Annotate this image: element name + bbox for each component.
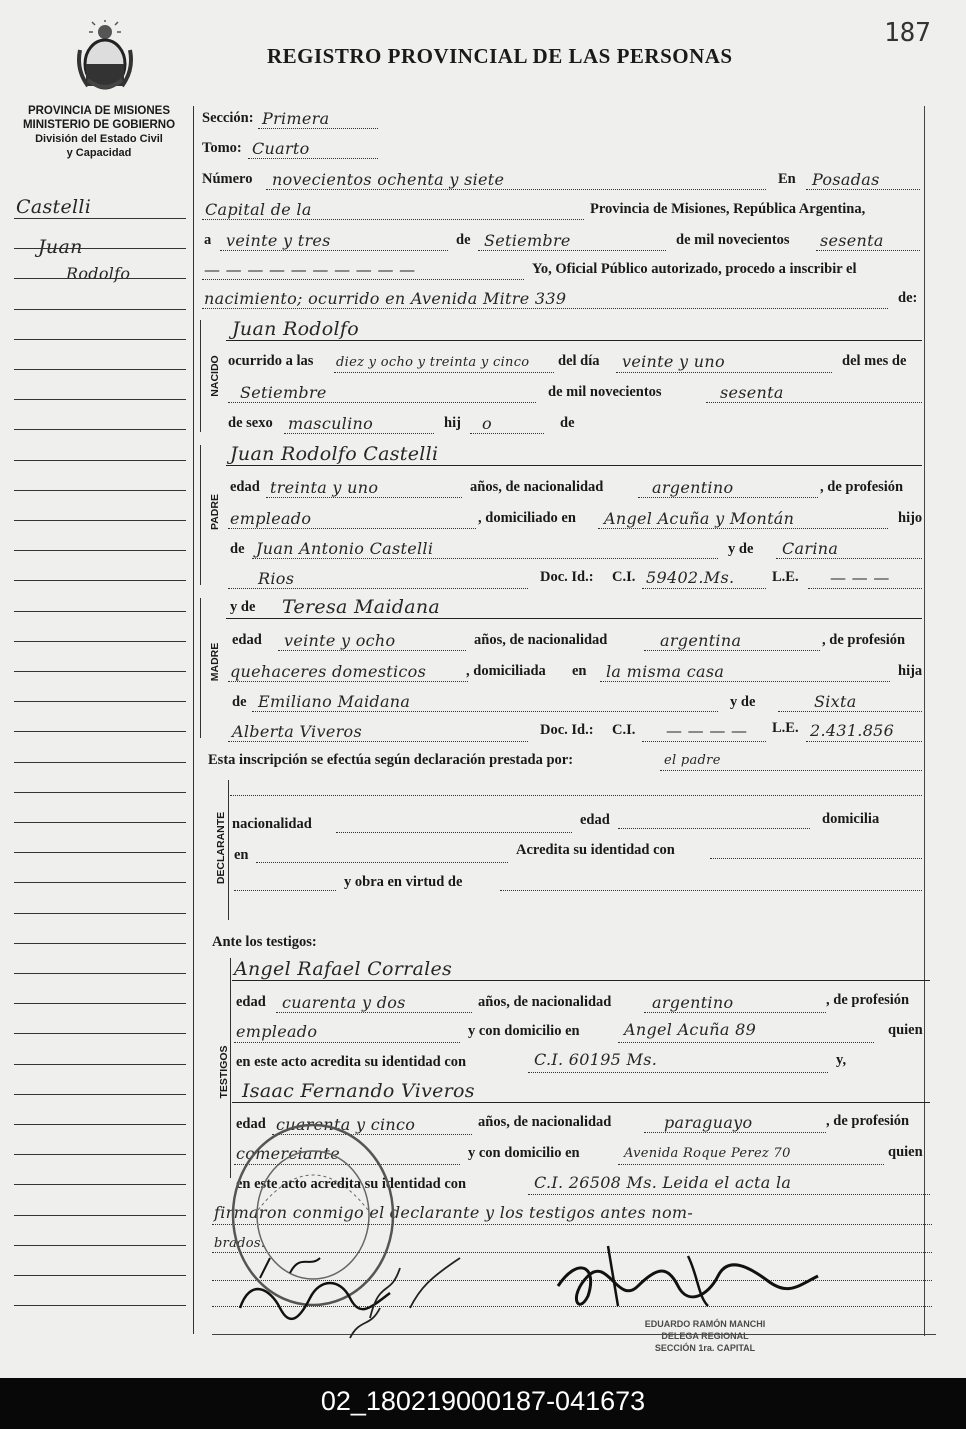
de-label: de bbox=[456, 232, 471, 248]
testigo1-ci: C.I. 60195 Ms. bbox=[534, 1050, 658, 1069]
sexo-line bbox=[284, 433, 434, 434]
declarante-tag: DECLARANTE bbox=[215, 811, 227, 885]
declarante-edad-label: edad bbox=[580, 812, 610, 828]
stamp-line-2: DELEGA REGIONAL bbox=[661, 1331, 749, 1341]
margin-line bbox=[14, 1124, 186, 1125]
madre-domicilio-line bbox=[600, 681, 890, 682]
yo-text: Yo, Oficial Público autorizado, procedo a inscribir el bbox=[532, 261, 857, 277]
nacido-mes-line bbox=[228, 402, 536, 403]
madre-madre-de-value: Sixta bbox=[814, 692, 857, 711]
padre-le-value: — — — bbox=[830, 568, 890, 587]
madre-ci-label: C.I. bbox=[612, 722, 636, 738]
margin-line bbox=[14, 550, 186, 551]
tomo-line bbox=[248, 158, 378, 159]
margin-line bbox=[14, 248, 186, 249]
testigo1-nombre-line bbox=[232, 980, 930, 981]
tomo-label: Tomo: bbox=[202, 140, 242, 156]
declaracion-text: Esta inscripción se efectúa según declaración prestada por: bbox=[208, 752, 574, 768]
testigo1-profesion-line bbox=[234, 1042, 460, 1043]
testigo1-nacionalidad: argentino bbox=[652, 993, 734, 1012]
nacido-mes-value: Setiembre bbox=[240, 383, 327, 402]
margin-line bbox=[14, 611, 186, 612]
a-line bbox=[220, 250, 448, 251]
provincia-text: Provincia de Misiones, República Argentina, bbox=[590, 201, 866, 217]
signature-witnesses-icon bbox=[230, 1238, 480, 1358]
margin-line bbox=[14, 701, 186, 702]
signature-officer-icon bbox=[548, 1236, 828, 1326]
madre-y-de-label-2: y de bbox=[730, 694, 756, 710]
anio-line bbox=[816, 250, 920, 251]
madre-profesion-value: quehaceres domesticos bbox=[230, 662, 427, 681]
nacido-anio-line bbox=[706, 402, 922, 403]
margin-line bbox=[14, 460, 186, 461]
ocurrido-label: ocurrido a las bbox=[228, 353, 314, 369]
padre-hijo-label: hijo bbox=[898, 510, 923, 526]
padre-edad-label: edad bbox=[230, 479, 260, 495]
padre-nacionalidad-value: argentino bbox=[652, 478, 734, 497]
testigo1-edad-label: edad bbox=[236, 994, 266, 1010]
testigo1-domicilio-label: y con domicilio en bbox=[468, 1023, 580, 1039]
margin-line bbox=[14, 943, 186, 944]
dia-line bbox=[616, 372, 832, 373]
margin-line bbox=[14, 520, 186, 521]
testigo2-anios-text: años, de nacionalidad bbox=[478, 1114, 612, 1130]
ante-testigos-label: Ante los testigos: bbox=[212, 934, 317, 950]
tomo-value: Cuarto bbox=[252, 139, 310, 158]
margin-surname: Castelli bbox=[16, 196, 92, 218]
sexo-label: de sexo bbox=[228, 415, 273, 431]
madre-hija-label: hija bbox=[898, 663, 923, 679]
hij-line bbox=[470, 433, 544, 434]
form-right-border bbox=[924, 106, 925, 1336]
madre-anios-text: años, de nacionalidad bbox=[474, 632, 608, 648]
testigo2-domicilio-line bbox=[618, 1164, 884, 1165]
margin-line bbox=[14, 399, 186, 400]
testigo2-domicilio-label: y con domicilio en bbox=[468, 1145, 580, 1161]
del-dia-label: del día bbox=[558, 353, 600, 369]
declarante-extra-line bbox=[234, 890, 336, 891]
madre-profesion-line bbox=[228, 681, 468, 682]
testigo2-profesion: comerciante bbox=[236, 1144, 341, 1163]
declarante-acredita-line bbox=[710, 858, 922, 859]
testigo1-edad-value: cuarenta y dos bbox=[282, 993, 406, 1012]
madre-madre-de-value-2: Alberta Viveros bbox=[232, 722, 362, 741]
margin-line bbox=[14, 369, 186, 370]
padre-ci-line bbox=[642, 588, 766, 589]
madre-de-label: de bbox=[232, 694, 247, 710]
officer-stamp bbox=[610, 1318, 800, 1354]
padre-ci-label: C.I. bbox=[612, 569, 636, 585]
padre-domicilio-value: Angel Acuña y Montán bbox=[604, 509, 795, 528]
padre-domiciliado-label: , domiciliado en bbox=[478, 510, 576, 526]
margin-line bbox=[14, 1275, 186, 1276]
margin-line bbox=[14, 429, 186, 430]
margin-line bbox=[14, 641, 186, 642]
a-label: a bbox=[204, 232, 212, 248]
testigo2-nombre: Isaac Fernando Viveros bbox=[242, 1080, 475, 1102]
padre-de-label: de bbox=[230, 541, 245, 557]
margin-line bbox=[14, 973, 186, 974]
margin-line bbox=[14, 218, 186, 219]
declarante-nombre-line bbox=[230, 795, 922, 796]
testigos-tag: TESTIGOS bbox=[218, 1045, 230, 1099]
declarante-nacionalidad-label: nacionalidad bbox=[232, 816, 312, 832]
declarante-en-label: en bbox=[234, 847, 249, 863]
madre-madre-de-line-2 bbox=[228, 741, 528, 742]
declarante-en-line bbox=[256, 862, 508, 863]
madre-ci-line bbox=[642, 741, 766, 742]
page-number: 187 bbox=[884, 18, 931, 48]
agency-line-2: MINISTERIO DE GOBIERNO bbox=[22, 119, 176, 131]
declarante-domicilia-label: domicilia bbox=[822, 811, 880, 827]
padre-doc-label: Doc. Id.: bbox=[540, 569, 594, 585]
acta-line bbox=[202, 308, 888, 309]
testigo2-ci-text: C.I. 26508 Ms. Leida el acta la bbox=[534, 1173, 792, 1192]
hij-label: hij bbox=[444, 415, 461, 431]
numero-value: novecientos ochenta y siete bbox=[272, 170, 505, 189]
seccion-line bbox=[258, 128, 378, 129]
testigo2-acredita-label: en este acto acredita su identidad con bbox=[236, 1176, 467, 1192]
madre-doc-label: Doc. Id.: bbox=[540, 722, 594, 738]
testigo2-profesion-label: , de profesión bbox=[826, 1113, 910, 1129]
margin-line bbox=[14, 1184, 186, 1185]
testigo2-nombre-line bbox=[232, 1102, 930, 1103]
agency-line-1: PROVINCIA DE MISIONES bbox=[27, 105, 171, 117]
declaracion-value: el padre bbox=[664, 753, 721, 768]
madre-edad-line bbox=[278, 650, 466, 651]
dash-line bbox=[202, 279, 524, 280]
margin-line bbox=[14, 762, 186, 763]
padre-tag: PADRE bbox=[209, 494, 221, 530]
testigo1-edad-line bbox=[276, 1012, 472, 1013]
margin-line bbox=[14, 490, 186, 491]
capital-line bbox=[202, 219, 584, 220]
madre-profesion-label: , de profesión bbox=[822, 632, 906, 648]
padre-padre-de-value: Juan Antonio Castelli bbox=[256, 539, 434, 558]
acta-value: nacimiento; ocurrido en Avenida Mitre 339 bbox=[204, 289, 567, 308]
testigo2-nacionalidad: paraguayo bbox=[664, 1113, 753, 1132]
madre-padre-de-line bbox=[252, 711, 718, 712]
padre-nombre: Juan Rodolfo Castelli bbox=[230, 443, 439, 465]
testigo2-ci-line bbox=[528, 1194, 930, 1195]
numero-line bbox=[266, 189, 766, 190]
numero-label: Número bbox=[202, 171, 253, 187]
nacido-nombre: Juan Rodolfo bbox=[232, 318, 359, 340]
madre-edad-value: veinte y ocho bbox=[284, 631, 396, 650]
mil-text: de mil novecientos bbox=[676, 232, 790, 248]
padre-madre-de-line-2 bbox=[228, 588, 528, 589]
nacido-nombre-line bbox=[226, 340, 922, 341]
padre-anios-text: años, de nacionalidad bbox=[470, 479, 604, 495]
stamp-line-3: SECCIÓN 1ra. CAPITAL bbox=[654, 1343, 756, 1353]
testigo2-domicilio: Avenida Roque Perez 70 bbox=[624, 1146, 791, 1161]
agency-header bbox=[12, 104, 186, 160]
madre-ci-value: — — — — bbox=[666, 721, 748, 740]
madre-padre-de-value: Emiliano Maidana bbox=[258, 692, 411, 711]
padre-madre-de-value: Carina bbox=[782, 539, 839, 558]
testigo1-profesion-label: , de profesión bbox=[826, 992, 910, 1008]
padre-padre-de-line bbox=[252, 558, 718, 559]
madre-le-value: 2.431.856 bbox=[810, 721, 895, 740]
nacido-mil-text: de mil novecientos bbox=[548, 384, 662, 400]
margin-line bbox=[14, 731, 186, 732]
padre-profesion-label: , de profesión bbox=[820, 479, 904, 495]
testigo2-nacionalidad-line bbox=[644, 1132, 826, 1133]
testigo1-profesion: empleado bbox=[236, 1022, 318, 1041]
margin-line bbox=[14, 852, 186, 853]
coat-of-arms-icon bbox=[76, 20, 134, 94]
seccion-label: Sección: bbox=[202, 110, 254, 126]
madre-domiciliada-label: , domiciliada bbox=[466, 663, 546, 679]
margin-line bbox=[14, 792, 186, 793]
testigo1-y-label: y, bbox=[836, 1052, 847, 1068]
en-label: En bbox=[778, 171, 796, 187]
testigo1-ci-line bbox=[528, 1072, 828, 1073]
agency-line-4: y Capacidad bbox=[66, 147, 132, 159]
margin-line bbox=[14, 1064, 186, 1065]
hora-value: diez y ocho y treinta y cinco bbox=[336, 355, 530, 370]
margin-line bbox=[14, 913, 186, 914]
padre-nombre-line bbox=[226, 465, 922, 466]
madre-en-label: en bbox=[572, 663, 587, 679]
padre-bracket bbox=[200, 445, 201, 585]
dia-value: veinte y uno bbox=[622, 352, 725, 371]
testigo2-edad-label: edad bbox=[236, 1116, 266, 1132]
mes-value: Setiembre bbox=[484, 231, 571, 250]
madre-y-de-label: y de bbox=[230, 599, 256, 615]
testigo2-edad-value: cuarenta y cinco bbox=[276, 1115, 416, 1134]
padre-profesion-line bbox=[228, 528, 476, 529]
agency-line-3: División del Estado Civil bbox=[35, 133, 163, 145]
file-caption: 02_180219000187-041673 bbox=[0, 1378, 966, 1429]
padre-madre-de-value-2: Rios bbox=[258, 569, 295, 588]
testigo1-nombre: Angel Rafael Corrales bbox=[234, 958, 453, 980]
nacido-tag: NACIDO bbox=[209, 355, 221, 397]
padre-nacionalidad-line bbox=[638, 497, 818, 498]
declaracion-line bbox=[660, 770, 922, 771]
margin-line bbox=[14, 580, 186, 581]
en-value: Posadas bbox=[812, 170, 880, 189]
margin-line bbox=[14, 1305, 186, 1306]
padre-edad-value: treinta y uno bbox=[270, 478, 379, 497]
declarante-nacionalidad-line bbox=[336, 832, 572, 833]
madre-edad-label: edad bbox=[232, 632, 262, 648]
padre-ci-value: 59402.Ms. bbox=[646, 568, 735, 587]
margin-line bbox=[14, 671, 186, 672]
madre-nacionalidad-line bbox=[644, 650, 820, 651]
de-colon: de: bbox=[898, 290, 918, 306]
hora-line bbox=[334, 372, 554, 373]
page-title: REGISTRO PROVINCIAL DE LAS PERSONAS bbox=[267, 44, 733, 68]
declarante-obra-label: y obra en virtud de bbox=[344, 874, 463, 890]
nacido-anio-value: sesenta bbox=[720, 383, 784, 402]
margin-line bbox=[14, 278, 186, 279]
del-mes-label: del mes de bbox=[842, 353, 907, 369]
hij-value: o bbox=[482, 414, 492, 433]
margin-line bbox=[14, 1245, 186, 1246]
seccion-value: Primera bbox=[262, 109, 330, 128]
testigo1-quien-label: quien bbox=[888, 1022, 923, 1038]
madre-tag: MADRE bbox=[209, 642, 221, 682]
madre-nombre-line bbox=[226, 618, 922, 619]
testigo1-domicilio: Angel Acuña 89 bbox=[624, 1020, 757, 1039]
margin-given-name-1: Juan bbox=[38, 236, 83, 258]
a-value: veinte y tres bbox=[226, 231, 331, 250]
margin-line bbox=[14, 1003, 186, 1004]
margin-line bbox=[14, 882, 186, 883]
mes-line bbox=[478, 250, 666, 251]
padre-le-line bbox=[808, 588, 922, 589]
margin-line bbox=[14, 339, 186, 340]
padre-edad-line bbox=[266, 497, 462, 498]
margin-line bbox=[14, 1094, 186, 1095]
testigo2-quien-label: quien bbox=[888, 1144, 923, 1160]
testigo1-domicilio-line bbox=[618, 1042, 874, 1043]
madre-domicilio-value: la misma casa bbox=[606, 662, 725, 681]
madre-le-line bbox=[806, 741, 922, 742]
padre-madre-de-line bbox=[776, 558, 922, 559]
declarante-edad-line bbox=[618, 828, 810, 829]
margin-line bbox=[14, 1215, 186, 1216]
testigo1-anios-text: años, de nacionalidad bbox=[478, 994, 612, 1010]
testigo1-acredita-label: en este acto acredita su identidad con bbox=[236, 1054, 467, 1070]
declarante-bracket bbox=[228, 780, 229, 920]
anio-value: sesenta bbox=[820, 231, 884, 250]
lectura-value: firmaron conmigo el declarante y los testigos antes nom- bbox=[214, 1203, 694, 1222]
margin-line bbox=[14, 309, 186, 310]
lectura-value-2: brados. bbox=[214, 1236, 266, 1251]
nacido-de-label: de bbox=[560, 415, 575, 431]
declarante-obra-line bbox=[500, 890, 922, 891]
capital-value: Capital de la bbox=[205, 200, 312, 219]
madre-madre-de-line bbox=[778, 711, 922, 712]
padre-profesion-value: empleado bbox=[230, 509, 312, 528]
madre-bracket bbox=[200, 598, 201, 738]
declarante-acredita-label: Acredita su identidad con bbox=[516, 842, 675, 858]
madre-nombre: Teresa Maidana bbox=[282, 596, 440, 618]
margin-given-name-2: Rodolfo bbox=[66, 264, 131, 283]
madre-nacionalidad-value: argentina bbox=[660, 631, 742, 650]
testigo1-nacionalidad-line bbox=[644, 1012, 826, 1013]
padre-domicilio-line bbox=[598, 528, 888, 529]
nacido-bracket bbox=[200, 320, 201, 432]
stamp-line-1: EDUARDO RAMÓN MANCHI bbox=[644, 1319, 766, 1329]
margin-line bbox=[14, 1154, 186, 1155]
sexo-value: masculino bbox=[288, 414, 374, 433]
form-left-border bbox=[193, 106, 194, 1334]
padre-y-de-label: y de bbox=[728, 541, 754, 557]
dash-value: — — — — — — — — — — bbox=[204, 260, 416, 279]
padre-le-label: L.E. bbox=[772, 569, 799, 585]
margin-line bbox=[14, 1033, 186, 1034]
madre-le-label: L.E. bbox=[772, 720, 799, 736]
margin-line bbox=[14, 822, 186, 823]
en-line bbox=[806, 189, 920, 190]
